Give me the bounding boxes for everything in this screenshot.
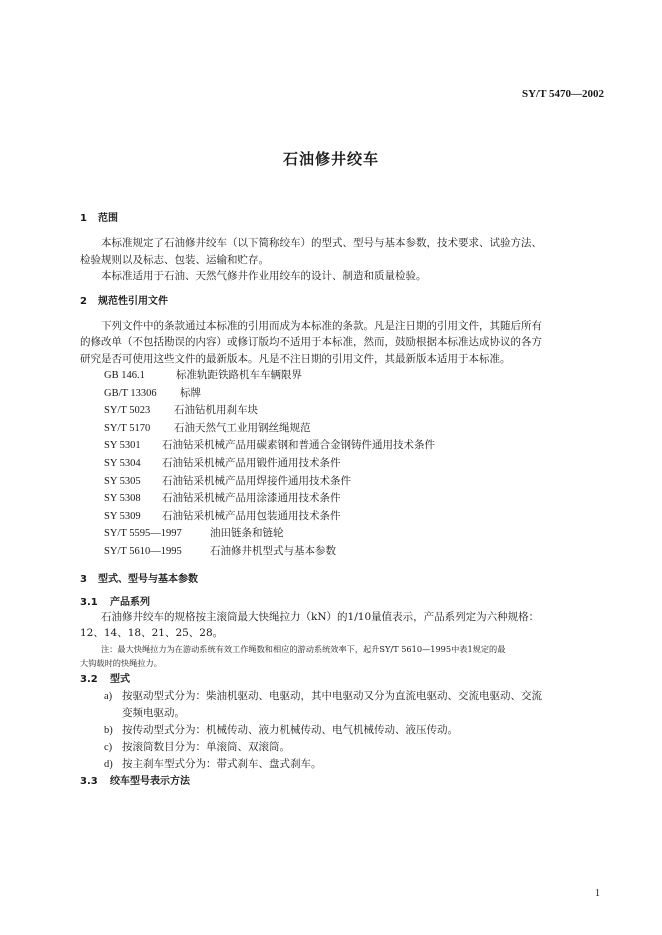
subsection-3-3-heading xyxy=(80,775,608,788)
reference-code: SY 5308 xyxy=(104,493,141,505)
reference-code: SY/T 5610—1995 xyxy=(104,545,182,557)
reference-code: SY 5309 xyxy=(104,510,141,522)
section-2-heading xyxy=(80,295,608,308)
reference-code: GB 146.1 xyxy=(104,370,145,381)
item-marker: c) xyxy=(104,741,113,753)
item-marker: b) xyxy=(104,724,113,736)
references-intro-line-2: 的修改单（不包括勘误的内容）或修订版均不适用于本标准，然而，鼓励根据本标准达成协议的各方 xyxy=(80,336,542,348)
subsection-title: 型式 xyxy=(110,673,130,685)
subsection-title: 产品系列 xyxy=(110,596,150,608)
references-intro-line-3: 研究是否可使用这些文件的最新版本。凡是不注日期的引用文件，其最新版本适用于本标准。 xyxy=(80,352,511,365)
reference-title: 石油天然气工业用钢丝绳规范 xyxy=(174,421,311,434)
subsection-number: 3.3 xyxy=(80,775,98,787)
section-title: 规范性引用文件 xyxy=(98,295,168,307)
list-item xyxy=(80,739,608,756)
reference-code: SY/T 5023 xyxy=(104,405,151,417)
reference-title: 石油修井机型式与基本参数 xyxy=(210,544,336,557)
reference-list xyxy=(80,367,608,561)
reference-title: 油田链条和链轮 xyxy=(210,527,284,540)
document-title: 石油修井绞车 xyxy=(282,150,379,168)
reference-item xyxy=(80,455,608,473)
section-number: 2 xyxy=(80,295,87,307)
reference-code: SY/T 5595—1997 xyxy=(104,528,182,540)
references-intro-line-1: 下列文件中的条款通过本标准的引用而成为本标准的条款。凡是注日期的引用文件，其随后所有 xyxy=(101,319,542,332)
note-line-2: 大钩载时的快绳拉力。 xyxy=(80,657,162,668)
product-series-line-2: 12、14、18、21、25、28。 xyxy=(80,627,224,640)
reference-item xyxy=(80,508,608,526)
section-3-heading xyxy=(80,573,608,586)
reference-item xyxy=(80,367,608,385)
note-line-1: 注：最大快绳拉力为在游动系统有效工作绳数和相应的游动系统效率下，起升SY/T 5610—1995中表1规定的最 xyxy=(101,643,506,654)
reference-title: 标准轨距铁路机车车辆限界 xyxy=(176,369,302,381)
reference-item xyxy=(80,525,608,543)
reference-item xyxy=(80,385,608,403)
product-series-line-1: 石油修井绞车的规格按主滚筒最大快绳拉力（kN）的1/10量值表示，产品系列定为六种规格： xyxy=(101,610,540,623)
subsection-3-1-heading xyxy=(80,596,608,609)
subsection-number: 3.1 xyxy=(80,596,98,608)
reference-item xyxy=(80,437,608,455)
standard-code: SY/T 5470—2002 xyxy=(521,88,604,100)
scope-paragraph-1-line-1: 本标准规定了石油修井绞车（以下简称绞车）的型式、型号与基本参数，技术要求、试验方法、 xyxy=(101,237,542,249)
reference-item xyxy=(80,402,608,420)
section-number: 3 xyxy=(80,573,87,585)
section-title: 型式、型号与基本参数 xyxy=(98,573,198,585)
reference-item xyxy=(80,420,608,438)
reference-title: 标牌 xyxy=(180,386,201,399)
reference-title: 石油钻采机械产品用涂漆通用技术条件 xyxy=(162,492,341,505)
reference-code: SY/T 5170 xyxy=(104,422,151,434)
item-text: 按驱动型式分为：柴油机驱动、电驱动，其中电驱动又分为直流电驱动、交流电驱动、交流 xyxy=(122,689,542,702)
reference-code: GB/T 13306 xyxy=(104,387,157,399)
item-text: 按主刹车型式分为：带式刹车、盘式刹车。 xyxy=(122,757,322,770)
subsection-3-2-heading xyxy=(80,673,608,686)
scope-paragraph-1-line-2: 检验规则以及标志、包装、运输和贮存。 xyxy=(80,253,269,266)
list-item-continuation: 变频电驱动。 xyxy=(122,706,185,719)
reference-title: 石油钻采机械产品用包装通用技术条件 xyxy=(162,509,341,522)
item-text: 按滚筒数目分为：单滚筒、双滚筒。 xyxy=(122,740,290,753)
type-list xyxy=(80,688,608,773)
reference-title: 石油钻采机械产品用锻件通用技术条件 xyxy=(162,456,341,469)
reference-title: 石油钻采机械产品用焊接件通用技术条件 xyxy=(162,474,351,487)
reference-code: SY 5305 xyxy=(104,475,141,487)
list-item xyxy=(80,756,608,773)
subsection-title: 绞车型号表示方法 xyxy=(110,775,190,787)
list-item xyxy=(80,722,608,739)
document-body xyxy=(80,212,608,788)
section-number: 1 xyxy=(80,213,87,224)
scope-paragraph-2: 本标准适用于石油、天然气修井作业用绞车的设计、制造和质量检验。 xyxy=(101,270,427,282)
reference-item xyxy=(80,473,608,491)
reference-code: SY 5304 xyxy=(104,457,141,469)
reference-item xyxy=(80,543,608,561)
reference-item xyxy=(80,490,608,508)
item-marker: a) xyxy=(104,690,113,702)
item-text: 按传动型式分为：机械传动、液力机械传动、电气机械传动、液压传动。 xyxy=(122,723,458,736)
reference-title: 石油钻机用刹车块 xyxy=(174,404,258,417)
page-number: 1 xyxy=(595,888,600,899)
section-1-heading xyxy=(80,212,608,225)
subsection-number: 3.2 xyxy=(80,673,98,685)
section-title: 范围 xyxy=(98,213,118,224)
reference-title: 石油钻采机械产品用碳素钢和普通合金钢铸件通用技术条件 xyxy=(162,439,435,452)
list-item xyxy=(80,688,608,705)
item-marker: d) xyxy=(104,758,113,770)
reference-code: SY 5301 xyxy=(104,440,141,452)
